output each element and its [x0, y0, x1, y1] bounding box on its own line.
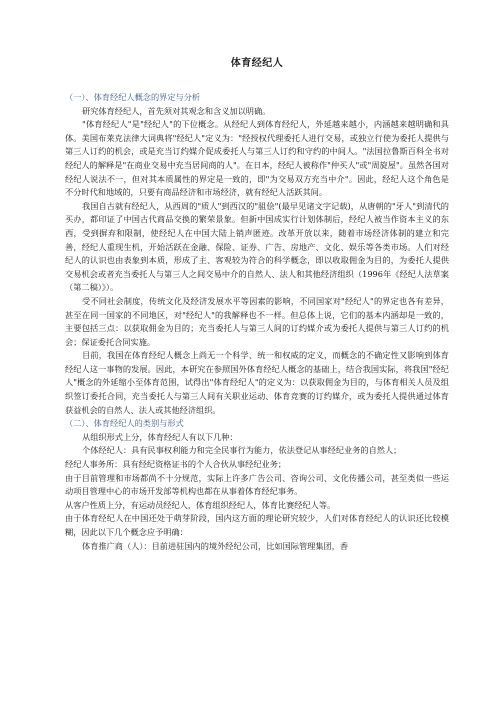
paragraph: 我国自古就有经纪人，从西周的"质人"到西汉的"驵侩"(最早见诸文字记载)，从唐朝的"牙人"到清代的买办，都印证了中国古代商品交换的繁荣景象。但新中国成实行计划体制后，经纪人被当作资本主义的东西，受到摒弃和限制，使经纪人在中国大陆上销声匿迹。改革开放以来，随着市场经济体制的建立和完善，经纪人重现生机，开始活跃在金融、保险、证券、广告、房地产、文化、娱乐等各类市场。人们对经纪人的认识也由表象到本质，形成了主、客观较为符合的科学概念，即以收取佣金为目的，为委托人提供交易机会或者充当委托人与第三人之间交易中介的自然人、法人和其他经济组织（1996年《经纪人法草案（第二稿）》）。: [65, 200, 449, 293]
paragraph: 个体经纪人：具有民事权利能力和完全民事行为能力，依法登记从事经纪业务的自然人；: [82, 445, 402, 456]
paragraph: 体育推广商（人）：目前进驻国内的境外经纪公司，比如国际管理集团，香: [82, 540, 349, 551]
page-title: 体育经纪人: [230, 58, 284, 69]
paragraph: 目前，我国在体育经纪人概念上尚无一个科学、统一和权威的定义，而概念的不确定性又影响到体育经纪人这一事物的发展。因此，本研究在参照国外体育经纪人概念的基础上，结合我国实际，将我国"经纪人"概念的外延缩小至体育范围，试得出"体育经纪人"的定义为：以获取佣金为目的，与体育相关人员及组织签订委托合同，充当委托人与第三人间有关职业运动、体育竞赛的订约媒介，或为委托人提供通过体育获益机会的自然人、法人或其他经济组织。: [65, 350, 449, 415]
paragraph: 从客户性质上分，有运动员经纪人，体育组织经纪人，体育比赛经纪人等。: [65, 499, 336, 510]
paragraph: 研究体育经纪人，首先须对其观念和含义加以明确。: [82, 105, 271, 116]
document-body: [65, 91, 449, 553]
section-heading: （一）、体育经纪人概念的界定与分析: [65, 92, 201, 102]
paragraph: 受不同社会制度，传统文化及经济发展水平等因素的影响，不同国家对"经纪人"的界定也各有差异，甚至在同一国家的不同地区，对"经纪人"的我解释也不一样。但总体上说，它们的基本内涵却是一致的，主要包括三点：以获取佣金为目的；充当委托人与第三人间的订约媒介或为委托人提供与第三人订约的机会；保证委托合同实施。: [65, 295, 449, 347]
paragraph: 由于体育经纪人在中国还处于萌芽阶段，国内这方面的理论研究较少，人们对体育经纪人的认识还比较模糊，因此以下几个概念应予明确：: [65, 513, 449, 537]
paragraph: 由于目前管理和市场都尚不十分规范，实际上许多广告公司、咨询公司、文化传播公司，甚至类似一些运动项目管理中心的市场开发部等机构也都在从事着体育经纪事务。: [65, 472, 449, 497]
paragraph: "体育经纪人"是"经纪人"的下位概念。从经纪人到体育经纪人，外延越来越小，内涵越来越明确和具体。美国布莱克法律大词典将"经纪人"定义为："经授权代理委托人进行交易，或独立行使为委托人提供与第三人订约的机会，或是充当订约媒介促成委托人与第三人订约和守约的中间人。"法国拉鲁斯百科全书对经纪人的解释是"在商业交易中充当居间商的人"。在日本，经纪人被称作"仲买人"或"周旋屋"。虽然各国对经纪人说法不一，但对其本质属性的界定是一致的，即"为交易双方充当中介"。因此，经纪人这个角色是不分时代和地域的，只要有商品经济和市场经济，就有经纪人活跃其间。: [65, 119, 449, 198]
section-heading: （二）、体育经纪人的类别与形式: [65, 418, 184, 429]
paragraph: 从组织形式上分，体育经纪人有以下几种：: [82, 431, 238, 442]
paragraph: 经纪人事务所：具有经纪资格证书的个人合伙从事经纪业务；: [65, 459, 287, 470]
